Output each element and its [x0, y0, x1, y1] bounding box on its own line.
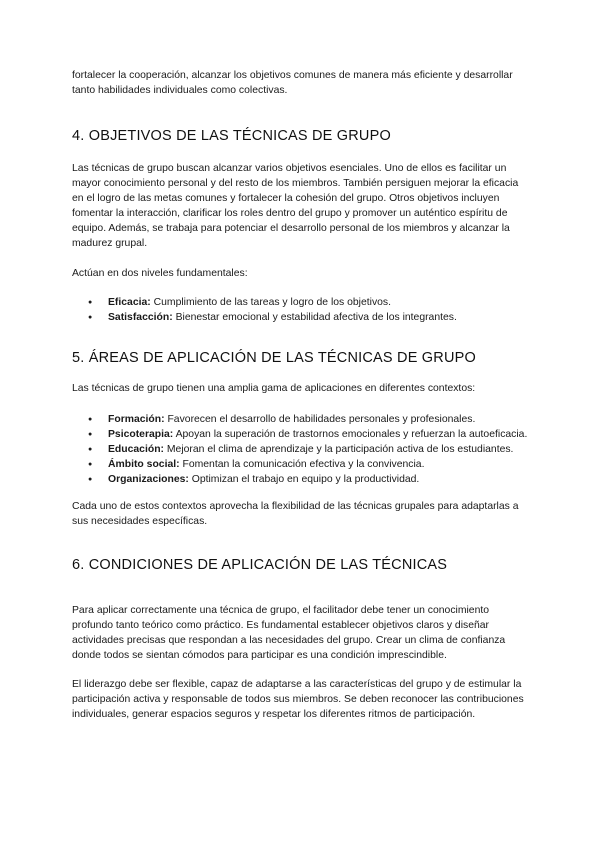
intro-paragraph: fortalecer la cooperación, alcanzar los objetivos comunes de manera más eficiente y desarrollar tanto habilidades individuales como colectivas.: [72, 70, 513, 96]
section-4-levels-intro: Actúan en dos niveles fundamentales:: [72, 268, 248, 279]
list-item-text: Optimizan el trabajo en equipo y la productividad.: [188, 474, 420, 485]
section-6-paragraph: El liderazgo debe ser flexible, capaz de adaptarse a las características del grupo y de estimular la participación activa y responsable de todos sus miembros. Se deben reconocer las contribuciones individuales, generar espacios seguros y respetar los diferentes ritmos de participación.: [72, 679, 524, 720]
list-item: [72, 442, 532, 457]
list-item: [72, 457, 532, 472]
list-item-term: Eficacia:: [108, 297, 151, 308]
section-5-paragraph: Las técnicas de grupo tienen una amplia gama de aplicaciones en diferentes contextos:: [72, 383, 476, 394]
section-6-heading: 6. CONDICIONES DE APLICACIÓN DE LAS TÉCNICAS: [72, 557, 448, 573]
list-item: [72, 295, 532, 310]
section-5-bullet-list: [72, 412, 532, 487]
list-item: [72, 310, 532, 325]
section-5-heading: 5. ÁREAS DE APLICACIÓN DE LAS TÉCNICAS DE GRUPO: [72, 350, 476, 366]
list-item-term: Psicoterapia:: [108, 429, 174, 440]
section-4-heading: 4. OBJETIVOS DE LAS TÉCNICAS DE GRUPO: [72, 128, 391, 144]
list-item-term: Satisfacción:: [108, 312, 173, 323]
list-item: [72, 412, 532, 427]
list-item-text: Mejoran el clima de aprendizaje y la participación activa de los estudiantes.: [164, 444, 514, 455]
section-6-paragraph: Para aplicar correctamente una técnica de grupo, el facilitador debe tener un conocimiento profundo tanto teórico como práctico. Es fundamental establecer objetivos claros y diseñar actividades precisas que respondan a las necesidades del grupo. Crear un clima de confianza donde todos se sientan cómodos para participar es una condición imprescindible.: [72, 605, 506, 661]
list-item-text: Apoyan la superación de trastornos emocionales y refuerzan la autoeficacia.: [173, 429, 528, 440]
list-item: [72, 472, 532, 487]
section-4-paragraph: Las técnicas de grupo buscan alcanzar varios objetivos esenciales. Uno de ellos es facilitar un mayor conocimiento personal y del resto de los miembros. También persiguen mejorar la eficacia en el logro de las metas comunes y fortalecer la cohesión del grupo. Otros objetivos incluyen fomentar la interacción, clarificar los roles dentro del grupo y promover un auténtico espíritu de equipo. Además, se trabaja para potenciar el desarrollo personal de los miembros y alcanzar la madurez grupal.: [72, 163, 519, 249]
list-item-term: Ámbito social:: [108, 459, 180, 470]
document-page: [72, 68, 532, 722]
list-item-text: Favorecen el desarrollo de habilidades personales y profesionales.: [164, 414, 476, 425]
list-item-term: Organizaciones:: [108, 474, 189, 485]
section-5-closing-paragraph: Cada uno de estos contextos aprovecha la flexibilidad de las técnicas grupales para adaptarlas a sus necesidades específicas.: [72, 501, 519, 527]
section-4-bullet-list: [72, 295, 532, 325]
list-item-term: Formación:: [108, 414, 165, 425]
list-item-term: Educación:: [108, 444, 165, 455]
list-item-text: Cumplimiento de las tareas y logro de los objetivos.: [150, 297, 392, 308]
list-item-text: Fomentan la comunicación efectiva y la convivencia.: [179, 459, 425, 470]
list-item: [72, 427, 532, 442]
list-item-text: Bienestar emocional y estabilidad afectiva de los integrantes.: [172, 312, 457, 323]
